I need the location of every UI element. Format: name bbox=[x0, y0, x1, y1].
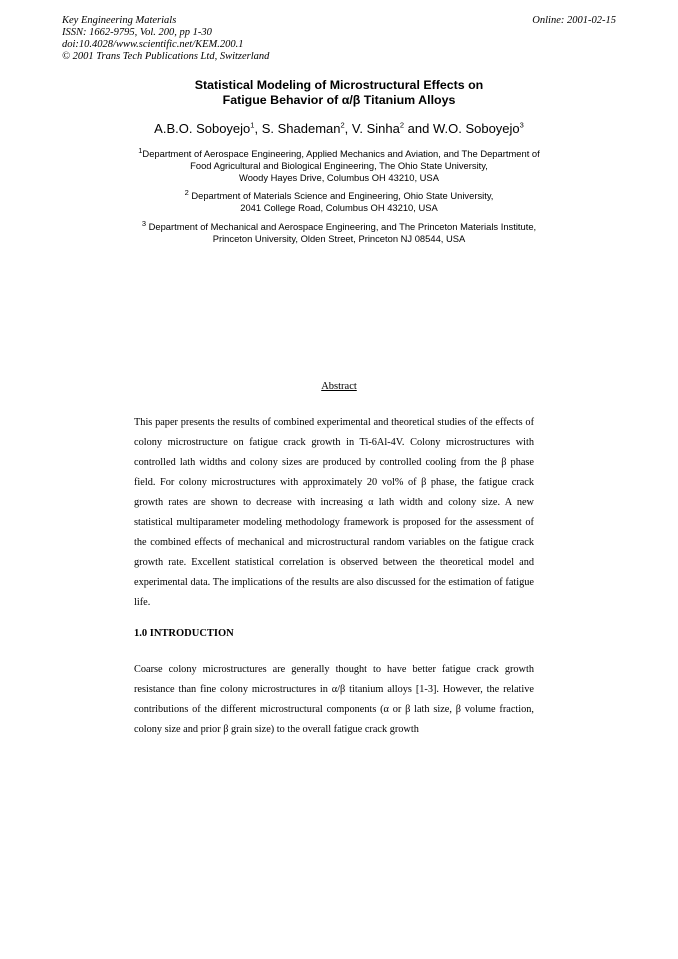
introduction-text: Coarse colony microstructures are generally thought to have better fatigue crack growth resistance than fine colony microstructures in α/β titanium alloys [1-3]. However, the relative contributions of the different microstructural components (α or β lath size, β volume fraction, colony size and prior β grain size) to the overall fatigue crack growth bbox=[134, 664, 534, 735]
author-affil-mark: 2 bbox=[340, 120, 345, 130]
affiliation-mark: 2 bbox=[184, 187, 189, 197]
introduction-heading: 1.0 INTRODUCTION bbox=[134, 628, 234, 639]
affiliation-line: Department of Aerospace Engineering, Applied Mechanics and Aviation, and The Department of bbox=[142, 148, 540, 159]
affiliation-2 bbox=[0, 187, 678, 214]
author-name: A.B.O. Soboyejo bbox=[154, 121, 251, 136]
affiliation-line: Department of Materials Science and Engineering, Ohio State University, bbox=[188, 190, 494, 201]
author-name: V. Sinha bbox=[351, 121, 400, 136]
affiliation-mark: 1 bbox=[138, 145, 143, 155]
issn-line: ISSN: 1662-9795, Vol. 200, pp 1-30 bbox=[62, 27, 212, 38]
abstract-heading: Abstract bbox=[321, 381, 357, 392]
affiliation-3 bbox=[0, 218, 678, 245]
affiliation-mark: 3 bbox=[141, 218, 146, 228]
affiliation-line: Woody Hayes Drive, Columbus OH 43210, USA bbox=[239, 172, 439, 183]
affiliation-1 bbox=[0, 145, 678, 184]
author-name: W.O. Soboyejo bbox=[432, 121, 520, 136]
journal-header bbox=[62, 15, 269, 63]
title-line-2: Fatigue Behavior of α/β Titanium Alloys bbox=[222, 93, 456, 107]
author-affil-mark: 2 bbox=[399, 120, 405, 130]
affiliation-line: Food Agricultural and Biological Engineering, The Ohio State University, bbox=[190, 160, 488, 171]
author-affil-mark: 1 bbox=[250, 120, 255, 130]
author-separator: , bbox=[344, 121, 352, 136]
affiliation-line: Princeton University, Olden Street, Princeton NJ 08544, USA bbox=[212, 233, 466, 244]
author-separator: , bbox=[254, 121, 262, 136]
author-list bbox=[0, 121, 678, 137]
paper-title bbox=[0, 78, 678, 108]
affiliation-line: Department of Mechanical and Aerospace Engineering, and The Princeton Materials Institute, bbox=[146, 221, 537, 232]
online-date: Online: 2001-02-15 bbox=[532, 15, 616, 26]
abstract-text: This paper presents the results of combined experimental and theoretical studies of the effects of colony microstructure on fatigue crack growth in Ti-6Al-4V. Colony microstructures with controlled lath widths and colony sizes are produced by controlled cooling from the β phase field. For colony microstructures with approximately 20 vol% of β phase, the fatigue crack growth rates are shown to decrease with increasing α lath width and colony size. A new statistical multiparameter modeling methodology framework is proposed for the assessment of the combined effects of mechanical and microstructural random variables on the fatigue crack growth rate. Excellent statistical correlation is observed between the theoretical model and experimental data. The implications of the results are also discussed for the estimation of fatigue life. bbox=[134, 417, 534, 608]
journal-name: Key Engineering Materials bbox=[62, 15, 177, 26]
copyright-line: © 2001 Trans Tech Publications Ltd, Switzerland bbox=[62, 51, 270, 62]
title-line-1: Statistical Modeling of Microstructural Effects on bbox=[194, 78, 484, 92]
author-affil-mark: 3 bbox=[519, 120, 524, 130]
affiliation-line: 2041 College Road, Columbus OH 43210, USA bbox=[240, 202, 438, 213]
doi-link[interactable]: doi:10.4028/www.scientific.net/KEM.200.1 bbox=[62, 39, 244, 50]
author-separator: and bbox=[404, 121, 433, 136]
author-name: S. Shademan bbox=[261, 121, 341, 136]
